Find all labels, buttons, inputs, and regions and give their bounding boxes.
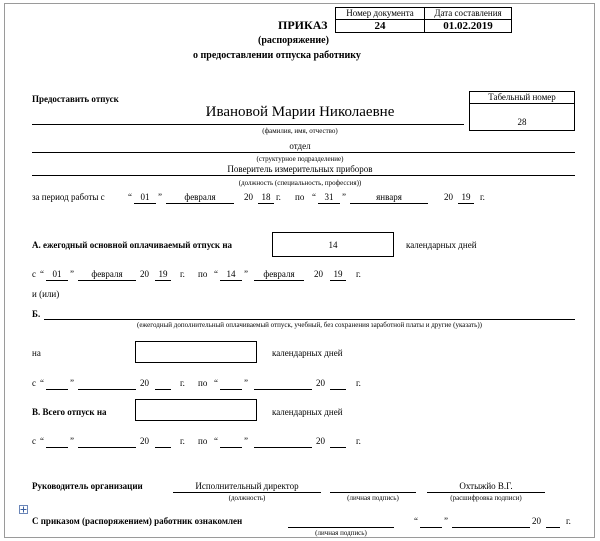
- section-a-from-month: февраля: [91, 269, 123, 279]
- section-v-label: В. Всего отпуск на: [32, 407, 107, 417]
- section-b-caption: (ежегодный дополнительный оплачиваемый отпуск, учебный, без сохранения заработной платы и другие (указать)): [136, 321, 483, 329]
- period-to-year: 19: [461, 192, 471, 202]
- acknowledge-label: С приказом (распоряжением) работник ознакомлен: [32, 516, 243, 526]
- plus-icon: [20, 506, 27, 513]
- section-a-to-month: февраля: [263, 269, 295, 279]
- employee-name: Ивановой Марии Николаевне: [205, 104, 395, 120]
- tab-number: 28: [517, 117, 527, 127]
- order-about: о предоставлении отпуска работнику: [193, 50, 361, 61]
- section-a-label: А. ежегодный основной оплачиваемый отпуск на: [32, 240, 233, 250]
- section-v-days-box[interactable]: [135, 399, 257, 421]
- tab-number-label: Табельный номер: [469, 91, 575, 104]
- period-from-year: 18: [261, 192, 271, 202]
- grant-label: Предоставить отпуск: [32, 94, 119, 104]
- section-a-days-unit: календарных дней: [406, 240, 477, 250]
- period-label: за период работы с: [32, 192, 105, 202]
- section-b-label: Б.: [32, 309, 41, 319]
- head-name: Охтыжйо В.Г.: [459, 481, 513, 491]
- doc-number-label: Номер документа: [335, 7, 425, 20]
- and-or: и (или): [32, 289, 60, 299]
- order-title: ПРИКАЗ: [278, 18, 328, 32]
- doc-date-label: Дата составления: [424, 7, 512, 20]
- department: отдел: [289, 141, 311, 151]
- section-a-to-day: 14: [226, 269, 236, 279]
- period-from-day: 01: [140, 192, 150, 202]
- section-a-from-day: 01: [52, 269, 62, 279]
- position: Поверитель измерительных приборов: [227, 164, 373, 174]
- period-to-day: 31: [324, 192, 334, 202]
- section-a-to-year: 19: [333, 269, 343, 279]
- position-caption: (должность (специальность, профессия)): [238, 179, 362, 187]
- head-position: Исполнительный директор: [195, 481, 299, 491]
- department-caption: (структурное подразделение): [256, 155, 344, 163]
- period-to-month: января: [376, 192, 402, 202]
- doc-date: 01.02.2019: [424, 19, 512, 33]
- doc-number: 24: [335, 19, 425, 33]
- section-b-days-box[interactable]: [135, 341, 257, 363]
- head-label: Руководитель организации: [32, 481, 143, 491]
- order-subtitle: (распоряжение): [258, 35, 329, 46]
- section-a-days: 14: [328, 240, 338, 250]
- period-from-month: февраля: [184, 192, 216, 202]
- section-a-from-year: 19: [158, 269, 168, 279]
- name-caption: (фамилия, имя, отчество): [262, 127, 338, 135]
- expand-icon[interactable]: [19, 505, 28, 514]
